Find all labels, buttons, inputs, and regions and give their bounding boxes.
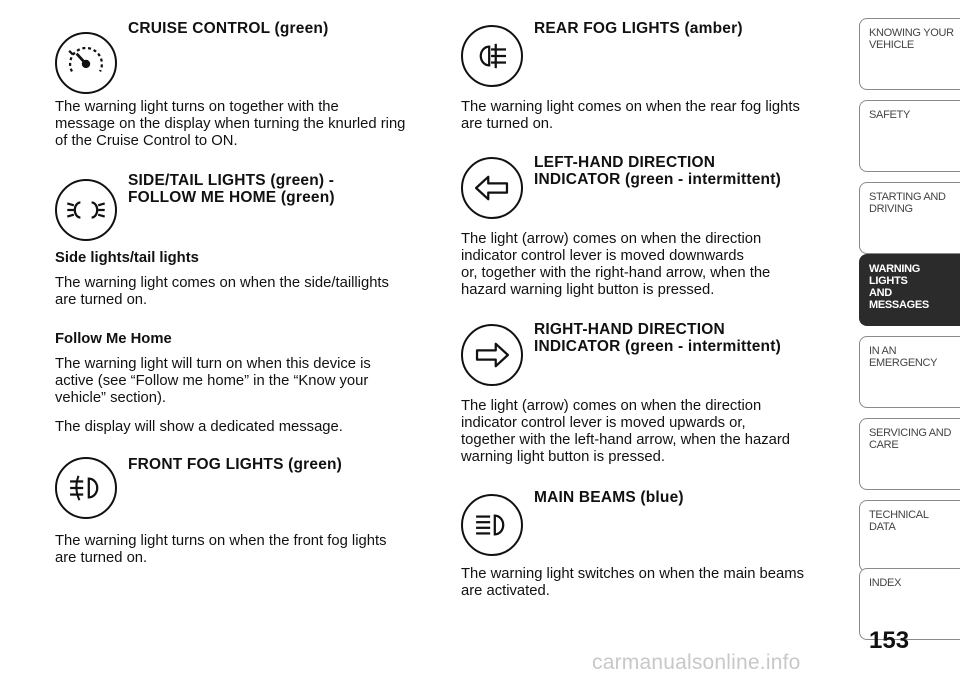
tab-servicing-and-care[interactable]: SERVICING AND CARE (859, 418, 960, 490)
tab-technical-data[interactable]: TECHNICAL DATA (859, 500, 960, 572)
section-text: The warning light turns on together with the message on the display when turning the knurled ring of the Cruise Control to ON. (55, 99, 406, 149)
section-text: The display will show a dedicated message. (55, 419, 343, 435)
section-text: The light (arrow) comes on when the direction indicator control lever is moved downwards or, together with the right-hand arrow, when the hazard warning light button is pressed. (461, 231, 771, 298)
subheading-side-lights: Side lights/tail lights (55, 250, 199, 266)
front-fog-icon (55, 457, 117, 519)
tab-warning-lights-and-messages[interactable]: WARNING LIGHTS AND MESSAGES (859, 254, 960, 326)
section-heading: MAIN BEAMS (blue) (534, 489, 684, 506)
section-text: The warning light comes on when the rear fog lights are turned on. (461, 99, 800, 132)
side-lights-icon (55, 179, 117, 241)
section-heading: LEFT-HAND DIRECTION INDICATOR (green - intermittent) (534, 154, 781, 188)
section-text: The warning light switches on when the main beams are activated. (461, 566, 804, 599)
section-heading: SIDE/TAIL LIGHTS (green) - FOLLOW ME HOME (green) (128, 172, 335, 206)
section-text: The light (arrow) comes on when the direction indicator control lever is moved upwards or, together with the left-hand arrow, when the hazard warning light button is pressed. (461, 398, 791, 465)
rear-fog-icon (461, 25, 523, 87)
section-heading: REAR FOG LIGHTS (amber) (534, 20, 743, 37)
watermark: carmanualsonline.info (592, 651, 801, 674)
section-text: The warning light will turn on when this device is active (see “Follow me home” in the “Know your vehicle” section). (55, 356, 371, 406)
page-number: 153 (869, 627, 910, 654)
right-arrow-icon (461, 324, 523, 386)
subheading-follow-me-home: Follow Me Home (55, 331, 172, 347)
tab-index[interactable]: INDEX (859, 568, 960, 640)
section-heading: FRONT FOG LIGHTS (green) (128, 456, 343, 473)
main-beam-icon (461, 494, 523, 556)
speedometer-icon (55, 32, 117, 94)
section-heading: CRUISE CONTROL (green) (128, 20, 329, 37)
tab-knowing-your-vehicle[interactable]: KNOWING YOUR VEHICLE (859, 18, 960, 90)
section-text: The warning light comes on when the side/taillights are turned on. (55, 275, 389, 308)
tab-starting-and-driving[interactable]: STARTING AND DRIVING (859, 182, 960, 254)
tab-safety[interactable]: SAFETY (859, 100, 960, 172)
section-heading: RIGHT-HAND DIRECTION INDICATOR (green - intermittent) (534, 321, 781, 355)
section-text: The warning light turns on when the front fog lights are turned on. (55, 533, 387, 566)
left-arrow-icon (461, 157, 523, 219)
tab-in-an-emergency[interactable]: IN AN EMERGENCY (859, 336, 960, 408)
